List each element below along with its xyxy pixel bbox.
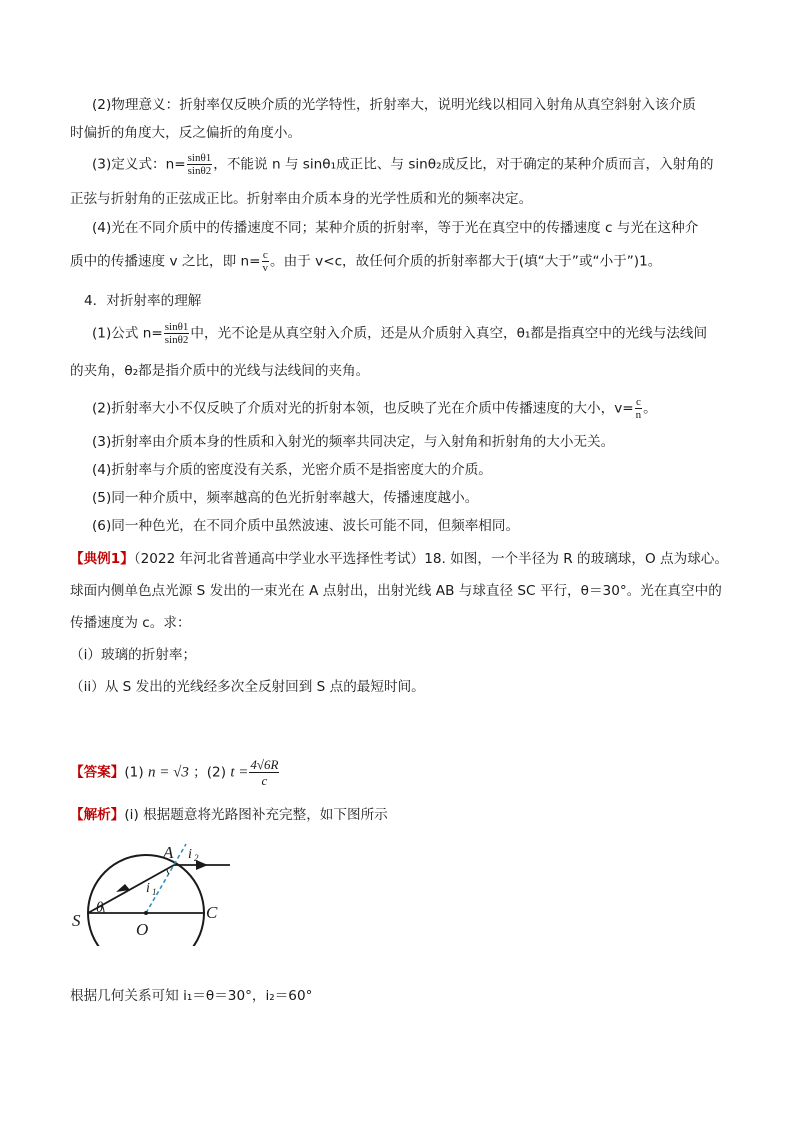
p3-line1: [92, 152, 713, 177]
p3-num: sinθ1: [187, 152, 212, 164]
label-i2-sub: 2: [194, 853, 199, 863]
analysis-tag: 【解析】: [70, 807, 125, 823]
q3-line: (3)折射率由介质本身的性质和入射光的频率共同决定，与入射角和折射角的大小无关。: [92, 434, 615, 450]
q1-fraction: [164, 321, 190, 346]
q1-den: sinθ2: [164, 334, 189, 346]
p4-fraction: [262, 249, 270, 274]
q2-pre: (2)折射率大小不仅反映了介质对光的折射本领，也反映了光在介质中传播速度的大小，v=: [92, 400, 634, 417]
p3-line2: 正弦与折射角的正弦成正比。折射率由介质本身的光学性质和光的频率决定。: [70, 191, 533, 207]
p2-line1: (2)物理意义：折射率仅反映介质的光学特性，折射率大，说明光线以相同入射角从真空斜射入该介质: [92, 97, 696, 113]
q4-line: (4)折射率与介质的密度没有关系，光密介质不是指密度大的介质。: [92, 462, 492, 478]
example-line3: 传播速度为 c。求：: [70, 615, 191, 631]
answer-fraction: [249, 757, 279, 788]
example-line1: [70, 550, 728, 568]
example-l1: （2022 年河北省普通高中学业水平选择性考试）18. 如图，一个半径为 R 的玻璃球，O 点为球心。: [133, 551, 728, 567]
p4-pre: 质中的传播速度 v 之比，即 n=: [70, 253, 261, 270]
p3-post: ，不能说 n 与 sinθ₁成正比、与 sinθ₂成反比，对于确定的某种介质而言，入射角的: [213, 156, 714, 173]
q1-line2: 的夹角，θ₂都是指介质中的光线与法线间的夹角。: [70, 363, 370, 379]
q1-pre: (1)公式 n=: [92, 325, 163, 342]
q1-line1: [92, 321, 707, 346]
q1-post: 中，光不论是从真空射入介质，还是从介质射入真空，θ₁都是指真空中的光线与法线间: [190, 325, 708, 342]
q2-line: [92, 396, 657, 421]
center-point: [144, 911, 148, 915]
p3-pre: (3)定义式：n=: [92, 156, 186, 173]
analysis-line: [70, 806, 388, 824]
q2-den: n: [635, 409, 642, 421]
example-tag: 【典例1】: [70, 551, 134, 567]
i1-arc: [167, 869, 169, 874]
p4-den: v: [262, 262, 269, 274]
q2-fraction: [635, 396, 643, 421]
label-i1-sub: 1: [152, 887, 157, 897]
label-o: O: [136, 920, 149, 939]
example-question-i: （i）玻璃的折射率；: [70, 647, 197, 663]
example-line2: 球面内侧单色点光源 S 发出的一束光在 A 点射出，出射光线 AB 与球直径 SC 平行，θ＝30°。光在真空中的: [70, 583, 722, 599]
conclusion-line: 根据几何关系可知 i₁＝θ＝30°，i₂＝60°: [70, 988, 313, 1004]
q1-num: sinθ1: [164, 321, 189, 333]
answer-tag: 【答案】: [70, 764, 125, 781]
answer-p1: (1): [124, 764, 144, 781]
light-path-figure: [68, 836, 238, 946]
answer-expr1: n = √3: [147, 764, 189, 781]
q2-post: 。: [643, 400, 657, 417]
p3-den: sinθ2: [187, 165, 212, 177]
answer-den: c: [261, 773, 268, 788]
label-c: C: [206, 903, 218, 922]
q2-num: c: [635, 396, 641, 408]
p3-fraction: [187, 152, 213, 177]
label-i1: i: [146, 881, 150, 896]
label-theta: θ: [96, 900, 104, 916]
q6-line: (6)同一种色光，在不同介质中虽然波速、波长可能不同，但频率相同。: [92, 518, 520, 534]
label-s: S: [72, 911, 81, 930]
p2-line2: 时偏折的角度大，反之偏折的角度小。: [70, 125, 302, 141]
answer-sep: ；(2): [193, 764, 227, 781]
answer-line: [70, 757, 280, 788]
p4-line1: (4)光在不同介质中的传播速度不同；某种介质的折射率，等于光在真空中的传播速度 c 与光在这种介: [92, 220, 699, 236]
analysis-text: (i) 根据题意将光路图补充完整，如下图所示: [124, 807, 388, 823]
p4-num: c: [262, 249, 268, 261]
answer-expr2-pre: t =: [230, 764, 249, 781]
section-4-heading: 4．对折射率的理解: [84, 293, 202, 309]
q5-line: (5)同一种介质中，频率越高的色光折射率越大，传播速度越小。: [92, 490, 479, 506]
p4-line2: [70, 249, 661, 274]
example-question-ii: （ii）从 S 发出的光线经多次全反射回到 S 点的最短时间。: [70, 679, 425, 695]
label-i2: i: [188, 847, 192, 862]
p4-post: 。由于 v<c，故任何介质的折射率都大于(填“大于”或“小于”)1。: [270, 253, 662, 270]
label-a: A: [163, 843, 174, 862]
answer-num: 4√6R: [250, 757, 279, 772]
